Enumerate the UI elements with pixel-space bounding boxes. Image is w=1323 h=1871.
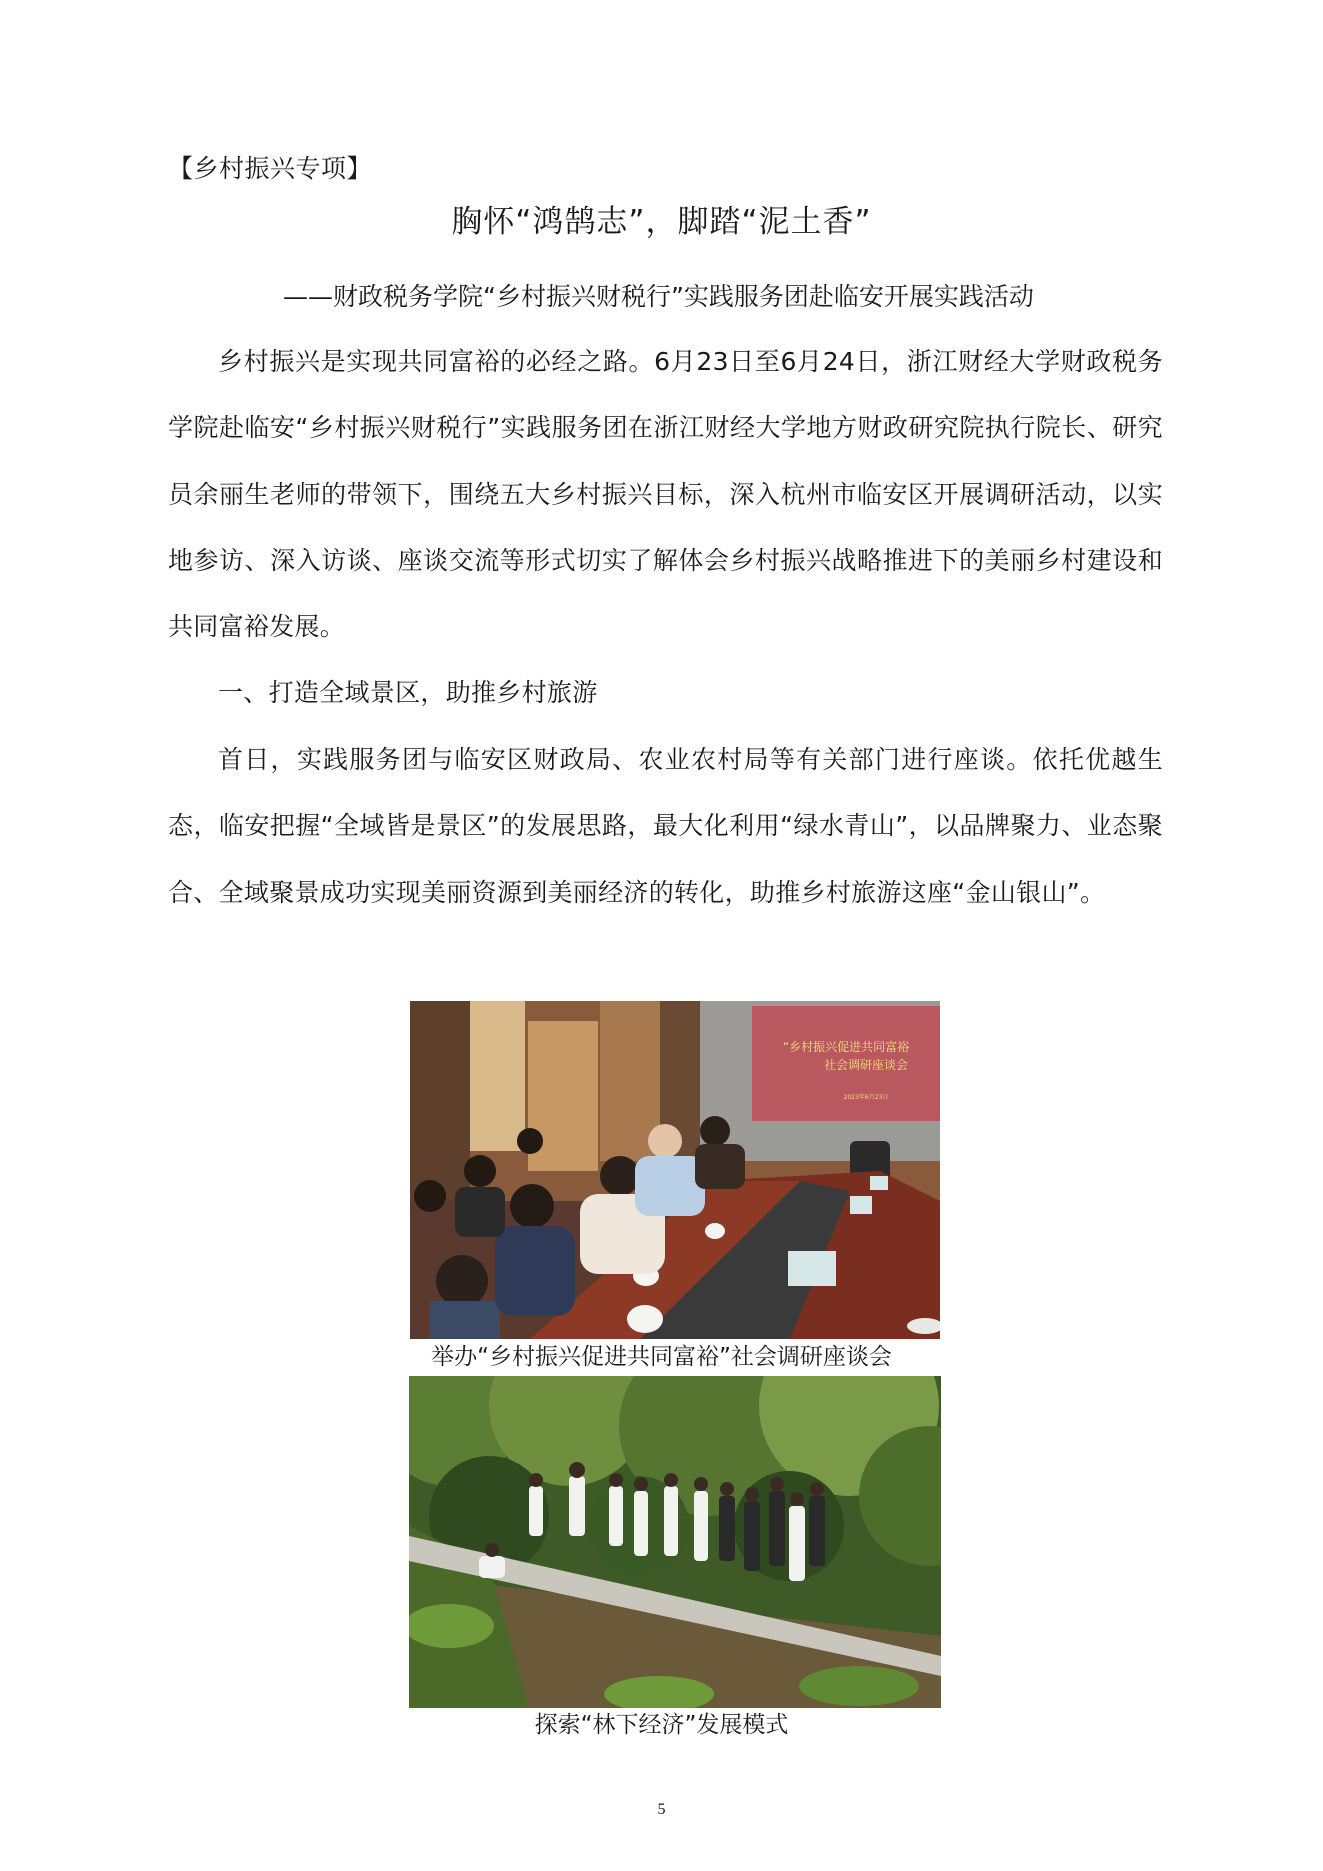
screen-line-2: 社会调研座谈会 [823, 1058, 909, 1072]
forest-photo-illustration [409, 1376, 941, 1708]
article-subtitle: ——财政税务学院“乡村振兴财税行”实践服务团赴临安开展实践活动 [283, 282, 1034, 311]
forest-photo-caption: 探索“林下经济”发展模式 [534, 1712, 789, 1738]
screen-date: 2023年6月23日 [843, 1094, 889, 1101]
screen-line-1: “乡村振兴促进共同富裕 [782, 1040, 910, 1054]
body-paragraph: 首日，实践服务团与临安区财政局、农业农村局等有关部门进行座谈。依托优越生态，临安把握“全域皆是景区”的发展思路，最大化利用“绿水青山”，以品牌聚力、业态聚合、全域聚景成功实现美丽资源到美丽经济的转化，助推乡村旅游这座“金山银山”。 [168, 745, 1163, 907]
page-number: 5 [657, 1801, 666, 1818]
meeting-photo-illustration [410, 1001, 940, 1339]
section-heading: 一、打造全域景区，助推乡村旅游 [218, 678, 598, 707]
section-tag: 【乡村振兴专项】 [168, 154, 373, 183]
intro-paragraph: 乡村振兴是实现共同富裕的必经之路。6月23日至6月24日，浙江财经大学财政税务学院赴临安“乡村振兴财税行”实践服务团在浙江财经大学地方财政研究院执行院长、研究员余丽生老师的带领下，围绕五大乡村振兴目标，深入杭州市临安区开展调研活动，以实地参访、深入访谈、座谈交流等形式切实了解体会乡村振兴战略推进下的美丽乡村建设和共同富裕发展。 [168, 347, 1163, 642]
forest-photo [409, 1376, 941, 1708]
meeting-photo-caption: 举办“乡村振兴促进共同富裕”社会调研座谈会 [431, 1344, 892, 1370]
article-title: 胸怀“鸿鹄志”，脚踏“泥土香” [451, 204, 872, 240]
meeting-photo [410, 1001, 940, 1339]
